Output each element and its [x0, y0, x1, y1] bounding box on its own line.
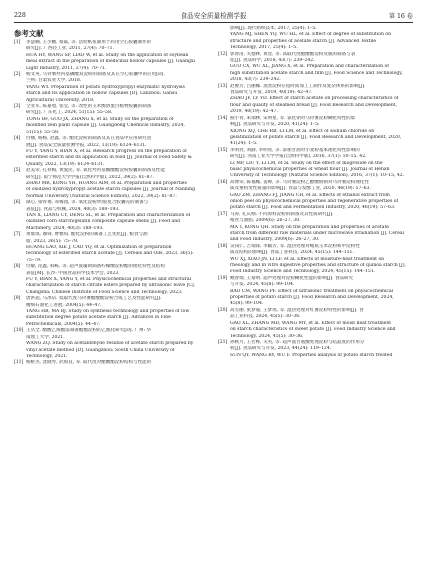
reference-line: GAO ZM, ZHANG FJ, JIANG CH, et al. Effects of ethanol extract from	[230, 192, 390, 198]
reference-text	[230, 84, 414, 116]
reference-line: Changsha: Chinese Institute of Food Science and Technology, 2023.	[26, 289, 183, 295]
reference-text	[230, 52, 414, 84]
reference-item	[14, 40, 210, 72]
reference-item	[218, 26, 414, 52]
reference-line: 熊小青, 朱瑞林, 宋明星, 等. 氯化钠对马铃薯淀粉糊化特性的影	[230, 115, 356, 121]
reference-line: LI MP, LIU Y, LI LM, et al. Study on the effect of mogroside on the	[230, 160, 383, 166]
reference-line: 鲍春瑞, 王黎明. 超声处理对淀粉糊化性能的影响[J]. 食品研究	[230, 275, 354, 281]
reference-line: starch and its application in hollow capsules [D]. Lanzhou: Gansu	[26, 91, 178, 97]
reference-line: 与开发, 2024, 45(8): 99–104.	[230, 282, 295, 288]
reference-item	[218, 308, 414, 340]
reference-line: 高雪丽, 张梦迪, 王梦瑶, 等. 湿热处理对红薯淀粉特性的影响[J]. 食	[230, 307, 364, 313]
page-header	[14, 8, 413, 22]
reference-text	[230, 180, 414, 212]
reference-item	[218, 84, 414, 116]
references-heading: 参考文献	[14, 29, 44, 38]
reference-line: 南理工大学, 2021.	[26, 334, 65, 340]
reference-number: [17]	[218, 211, 228, 217]
reference-line: 品工业科技, 2024, 45(5): 30–36.	[230, 314, 301, 320]
reference-text	[230, 308, 414, 340]
reference-line: 李明亮, 刘静, 李明亮, 等. 添加甘油对小麦粉基本理化特性影响的	[230, 147, 360, 153]
reference-line: potato starch [J]. Food and Fermentation Industry, 2020, 46(19): 57–63.	[230, 205, 396, 211]
reference-number: [14]	[218, 115, 228, 121]
reference-text	[26, 232, 210, 264]
reference-line: onion peel on physicochemical properties and regenerative properties of	[230, 198, 399, 204]
reference-text	[230, 244, 414, 276]
reference-number: [21]	[218, 339, 228, 345]
reference-line: technology of esterified starch acetate [J]. Cereals and Oils, 2023, 36(5):	[26, 251, 194, 257]
reference-item	[218, 148, 414, 180]
reference-line: FU Y, BIAN X, YANG Y, et al. Physicochemical properties and structural	[26, 277, 191, 283]
reference-line: 析[J]. 食品研究与开发, 2023, 44(24): 119–124.	[230, 346, 332, 352]
reference-line: 质及结构的影响[J]. 食品工业科技, 2024, 45(15): 144–151.	[230, 250, 354, 256]
reference-line: 展[J]. 食品安全质量检测学报, 2022, 13(19): 6124–6131.	[26, 142, 147, 148]
reference-line: TAN X, LIANG CY, DENG SL, et al. Preparation and characterization of	[26, 212, 191, 218]
reference-line: 杨桥杰, 沈晓琴, 武海良, 等. 取代度对醋酸酯淀粉结构与性能的	[26, 360, 152, 366]
reference-line: structure and properties of acetate starch [J]. Advanced Textile	[230, 38, 377, 44]
references-left-column	[14, 40, 210, 367]
reference-number: [10]	[14, 328, 24, 334]
reference-line: 2019, 40(19): 42–47.	[230, 109, 278, 115]
reference-line: characterization of starch citrate esters prepared by ultrasonic wave [C].	[26, 283, 196, 289]
reference-text	[26, 72, 210, 104]
reference-line: XIONG XQ, CHE RB, LI LM, et al. Effect of sodium chloride on	[230, 128, 375, 134]
reference-line: Technology, 2021.	[26, 353, 68, 359]
reference-line: SUN QY, WANG RY, WU F. Properties analysis of potato starch treated	[230, 352, 393, 358]
reference-text	[230, 212, 414, 244]
reference-line: WANG ZQ. Study on acetaldehyde residue of acetate starch prepared by	[26, 341, 194, 347]
reference-item	[218, 212, 414, 244]
reference-text	[230, 340, 414, 359]
reference-line: 精细石油化工进展, 2004(5): 44–47.	[26, 302, 102, 308]
reference-text	[26, 168, 210, 200]
reference-line: of oxidized hydroxypropyl acetate starch capsules [J]. Journal of Nanning	[26, 187, 196, 193]
reference-line: Quality, 2022, 13(19): 6124–6131.	[26, 161, 105, 167]
reference-line: 41(24): 1–5.	[230, 141, 258, 147]
reference-line: 征[J]. 食品科学, 2018, 43(7): 239–242.	[230, 58, 315, 64]
reference-line: 吴钱仁, 吉瑞锋, 李麒芳, 等. 湿热处理对蜡质玉米淀粉和中淀粉性	[230, 243, 360, 249]
reference-line: 2018, 43(7): 239–242.	[230, 77, 281, 83]
reference-line: ZHAO JF, LV YD. Effect of starch acetate on processing characteristics of	[230, 96, 399, 102]
reference-line: 李慧娴, 王少鹏, 蔡戚, 等. 活检纸浆制用于药用空心胶囊制作的	[26, 40, 152, 45]
reference-line: rheology and in vitro digestive properties and structure of quinoa starch [J].	[230, 263, 406, 269]
reference-line: 杨文英. 马铃薯羟丙基磷酸双淀粉的制备及其在空心胶囊中的应用[D].	[26, 72, 165, 78]
reference-line: 赵美荣, 孔祥梅, 黄爱民, 等. 氧化羟丙基酶酸酯淀粉胶囊的制备及性能	[26, 168, 165, 174]
reference-line: and Food Industry, 2009(6): 26–27, 30.	[230, 237, 320, 243]
reference-text	[26, 200, 210, 232]
reference-line: 响[J]. 食品研究与开发, 2020, 41(24): 1–5.	[230, 122, 320, 128]
reference-line: GAO XL, ZHANG MD, WANG MY, et al. Effect of moist heat treatment	[230, 320, 392, 326]
reference-item	[218, 180, 414, 212]
reference-line: 黄康琪, 谢锋, 曹雅琪. 酯化淀粉的制备工艺优化[J]. 粮食与油	[26, 232, 148, 238]
reference-line: meal extract in the preparation of medicinal hollow capsules [J]. Guangxi	[26, 59, 195, 65]
reference-line: 谭心, 梁青禧, 邓梅园, 等. 氧化淀粉/明胶复合胶囊壳的制备与	[26, 200, 149, 206]
reference-number: [2]	[14, 72, 21, 78]
reference-number: [4]	[14, 136, 21, 142]
reference-text	[230, 148, 414, 180]
reference-line: YANG MJ, SHEN YQ, WU HL, et al. Effect of degree of substitution on	[230, 32, 392, 38]
reference-line: 高博荣, 陈福娜, 姜帅, 等. 马铃薯淀粉乙醇酸钠钠对马铃薯淀粉理化性	[230, 179, 369, 185]
reference-text	[26, 40, 210, 72]
reference-item	[14, 200, 210, 232]
reference-line: 付丽, 杨杨, 赵鑫, 等. 酯化淀粉的制备及其在食品中应用研究进	[26, 136, 152, 142]
reference-line: 赵俊芳, 吕丽娜. 蒸煮淀粉在短时间加工工制作及复杂体系的影响[J].	[230, 83, 366, 89]
reference-line: 粮食与油脂, 2009(6): 26–27, 30.	[230, 218, 301, 224]
reference-number: [7]	[14, 232, 21, 238]
reference-number: [19]	[218, 275, 228, 281]
reference-line: 研究[J]. 广西轻工业, 2011, 27(4): 70–71.	[26, 46, 114, 52]
reference-number: [20]	[218, 307, 228, 313]
reference-number: [18]	[218, 243, 228, 249]
reference-line: 付敏, 范鑫, 韩栋, 等. 超声波辅助制备柠檬酸淀粉酯的理化特性及结构	[26, 264, 165, 270]
reference-number: [9]	[14, 296, 21, 302]
reference-item	[14, 104, 210, 136]
reference-line: 45(8): 99–104.	[230, 301, 264, 307]
reference-item	[14, 72, 210, 104]
reference-line: high substitution acetate starch and film [J]. Food Science and Technology,	[230, 70, 403, 76]
reference-line: starch from different raw materials under microwave irradiation [J]. Cereal	[230, 231, 405, 236]
reference-line: flour and quality of steamed bread [J]. Food Research and Development,	[230, 102, 398, 108]
reference-text	[230, 116, 414, 148]
reference-item	[218, 116, 414, 148]
reference-line: 唐洪超, 马冰洁. 低取代度马铃薯醋酸酯淀粉合成工艺及性能研究[J].	[26, 296, 162, 302]
reference-item	[14, 296, 210, 328]
reference-line: vinyl acetate method [D]. Guangzhou: South China University of	[26, 347, 175, 353]
header-rule	[14, 22, 413, 23]
reference-line: University of Technology (Natural Science Edition), 2016, 37(1): 10–15, 42.	[230, 173, 405, 179]
reference-number: [15]	[218, 147, 228, 153]
reference-line: 表征[M]. 长沙: 中国食品科学技术学会, 2023.	[26, 270, 120, 276]
reference-number: [1]	[14, 40, 21, 45]
reference-line: 兰州: 甘肃农业大学, 2018.	[26, 78, 82, 84]
reference-line: Machinery, 2024, 40(3): 188–193.	[26, 225, 104, 231]
reference-line: 食品研究与开发, 2019, 40(19): 42–47.	[230, 90, 313, 96]
reference-line: Normal University (Natural Science Edition), 2022, 39(2): 81–87.	[26, 193, 177, 199]
reference-line: ZHAO MR, KONG YH, HUANG AIM, et al. Preparation and properties	[26, 180, 187, 186]
reference-number: [16]	[218, 179, 228, 185]
reference-text	[230, 26, 414, 52]
reference-line: 马涛, 孔庆刚. 不同原料淀粉的制备及其性质研究[J].	[230, 211, 334, 217]
reference-item	[14, 360, 210, 366]
reference-line: FU Y, YANG Y, BIAN X, et al. Research progress on the preparation of	[26, 148, 187, 154]
reference-item	[14, 328, 210, 360]
reference-number	[218, 26, 230, 52]
reference-text	[26, 264, 210, 296]
reference-line: Agricultural University, 2018.	[26, 97, 95, 103]
reference-text	[26, 360, 210, 366]
reference-number: [6]	[14, 200, 21, 206]
reference-number: [11]	[14, 360, 24, 366]
reference-item	[14, 136, 210, 168]
reference-line: WU XJ, XIAO JN, LI LF, et al. Effects of moisture-heat treatment on	[230, 256, 385, 262]
reference-number: [3]	[14, 104, 21, 110]
reference-line: 研究[J]. 南宁师范大学学报(自然科学版), 2022, 39(2): 81–87.	[26, 174, 154, 180]
reference-line: HUA HY, WANG SP, LIAO W, et al. Study on the application of soybean	[26, 52, 189, 58]
reference-item	[218, 52, 414, 84]
reference-line: Food Industry Science and Technology, 2024, 45(15): 144–151.	[230, 269, 376, 275]
reference-line: 孙秋月, 王若桦, 关英, 等. 超声波甘氨酸处理淀粉与结晶度的作用分	[230, 339, 365, 345]
reference-line: Technology, 2024, 45(5): 30–36.	[230, 333, 304, 339]
reference-line: GUO CX, WU XL, JIANG X, et al. Preparation and characterization of	[230, 64, 389, 70]
reference-line: TANG HB, MA BJ. Study on synthesis technology and properties of low	[26, 309, 190, 315]
reference-item	[14, 232, 210, 264]
reference-line: on starch characteristics of sweet potato [J]. Food Industry Science and	[230, 327, 396, 333]
reference-line: gelatinization of potato starch [J]. Food Research and Development, 2020,	[230, 134, 402, 140]
reference-line: 脂, 2023, 36(5): 75–79.	[26, 238, 79, 244]
reference-line: BAO CM, WANG PF. Effect of ultrasonic treatment on physicochemical	[230, 288, 394, 294]
reference-text	[26, 136, 210, 168]
reference-text	[26, 328, 210, 360]
reference-text	[26, 296, 210, 328]
reference-item	[14, 264, 210, 296]
reference-line: Light Industry, 2011, 27(4): 70–71.	[26, 65, 107, 71]
reference-line: 51(15): 55–58.	[26, 129, 60, 135]
reference-line: 质及重构变性质量的影响[J]. 食品与发酵工业, 2020, 46(19): 57–63.	[230, 186, 371, 192]
reference-line: Technology, 2017, 25(4): 1–5.	[230, 45, 298, 51]
references-right-column	[218, 26, 414, 359]
reference-line: 仝亚军, 陈嘉旭, 张莹, 等. 改性的玉米醇溶蛋白植物胶囊的制备	[26, 104, 152, 110]
reference-line: Petrochemicals, 2004(5): 44–47.	[26, 321, 101, 327]
reference-item	[14, 168, 210, 200]
reference-number: [13]	[218, 83, 228, 89]
reference-line: substitution degree potato acetate starch [J]. Advances in Fine	[26, 315, 171, 321]
reference-line: 研究[J]. 广东化工, 2024, 51(15): 55–58.	[26, 110, 113, 116]
reference-line: MA T, KONG QH. Study on the preparation and properties of acetate	[230, 224, 389, 230]
reference-number: [8]	[14, 264, 21, 270]
reference-line: esterified starch and its application in food [J]. Journal of Food Safety &	[26, 155, 192, 161]
volume-label: 第 16 卷	[388, 12, 413, 20]
reference-line: HUANG LAO, XIE J, CAO YQ, et al. Optimization of preparation	[26, 245, 172, 250]
page-number: 228	[14, 11, 26, 19]
reference-line: 王丛全. 醋酸乙烯酯法制备酯酯淀粉的乙酰化研究[D]. 广州: 华	[26, 328, 152, 334]
reference-number: [12]	[218, 51, 228, 57]
reference-item	[218, 244, 414, 276]
reference-item	[218, 340, 414, 359]
reference-line: 研究[J]. 河南工业大学学报(自然科学版), 2016, 37(1): 10–15, 42.	[230, 154, 367, 160]
reference-line: 表征[J]. 食品与机械, 2024, 40(3): 188–193.	[26, 206, 120, 212]
reference-line: TONG BF, GUO JX, ZHANG X, et al. Study on the preparation of	[26, 116, 174, 122]
reference-text	[230, 276, 414, 308]
reference-text	[26, 104, 210, 136]
reference-number: [5]	[14, 168, 21, 174]
reference-line: basic physicochemical properties of wheat flour [J]. Journal of Henan	[230, 166, 390, 172]
reference-line: oxidized corn starch/gelatin composite capsule shells [J]. Food and	[26, 219, 181, 225]
reference-line: YANG WY. Preparation of potato hydroxypropyl enzymatic hydrolysis	[26, 84, 185, 90]
reference-line: 郭春清, 关德林, 黄萱, 等. 高取代度醋酸酯淀粉及膜的制备与表	[230, 51, 356, 57]
reference-line: 影响[J]. 现代纺织技术, 2017, 25(4): 1–5.	[230, 26, 317, 31]
reference-item	[218, 276, 414, 308]
reference-line: properties of potato starch [J]. Food Research and Development, 2024,	[230, 295, 394, 301]
journal-title: 食品安全质量检测学报	[180, 12, 247, 20]
reference-line: 75–79.	[26, 257, 42, 263]
reference-line: modified zein plant capsule [J]. Guangdong Chemical Industry, 2024,	[26, 123, 185, 129]
